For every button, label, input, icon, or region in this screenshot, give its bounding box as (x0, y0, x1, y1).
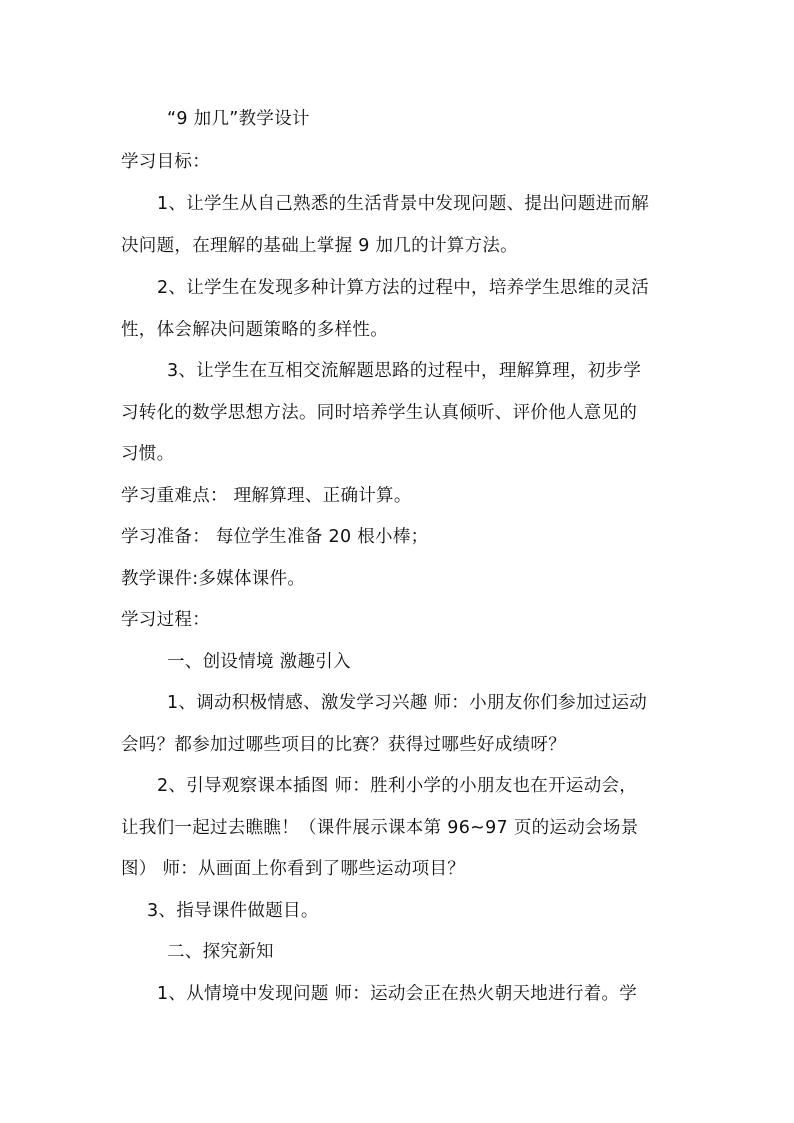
goal-3-line-3: 习惯。 (121, 444, 175, 464)
goal-2-line-2: 性，体会解决问题策略的多样性。 (121, 320, 388, 340)
document-title: “9 加几”教学设计 (167, 109, 310, 129)
key-points: 学习重难点： 理解算理、正确计算。 (121, 486, 412, 506)
step-3: 3、指导课件做题目。 (147, 901, 319, 921)
section-heading-goals: 学习目标： (121, 152, 210, 172)
step-1-line-1: 1、调动积极情感、激发学习兴趣 师：小朋友你们参加过运动 (167, 693, 648, 713)
goal-3-line-1: 3、让学生在互相交流解题思路的过程中，理解算理，初步学 (167, 361, 642, 381)
step-1-line-2: 会吗？都参加过哪些项目的比赛？获得过哪些好成绩呀？ (121, 735, 566, 755)
goal-1-line-2: 决问题，在理解的基础上掌握 9 加几的计算方法。 (121, 236, 518, 256)
step-2-line-3: 图） 师：从画面上你看到了哪些运动项目？ (121, 859, 466, 879)
goal-3-line-2: 习转化的数学思想方法。同时培养学生认真倾听、评价他人意见的 (121, 403, 638, 423)
section-heading-process: 学习过程： (121, 610, 210, 630)
preparation: 学习准备： 每位学生准备 20 根小棒； (121, 527, 429, 547)
explore-step-1-line-1: 1、从情境中发现问题 师：运动会正在热火朝天地进行着。学 (157, 984, 638, 1004)
subsection-heading-2: 二、探究新知 (167, 942, 274, 962)
step-2-line-1: 2、引导观察课本插图 师：胜利小学的小朋友也在开运动会， (157, 776, 638, 796)
goal-2-line-1: 2、让学生在发现多种计算方法的过程中，培养学生思维的灵活 (157, 278, 650, 298)
courseware: 教学课件:多媒体课件。 (121, 569, 306, 589)
step-2-line-2: 让我们一起过去瞧瞧！（课件展示课本第 96~97 页的运动会场景 (121, 818, 639, 838)
goal-1-line-1: 1、让学生从自己熟悉的生活背景中发现问题、提出问题进而解 (157, 194, 650, 214)
subsection-heading-1: 一、创设情境 激趣引入 (167, 652, 351, 672)
